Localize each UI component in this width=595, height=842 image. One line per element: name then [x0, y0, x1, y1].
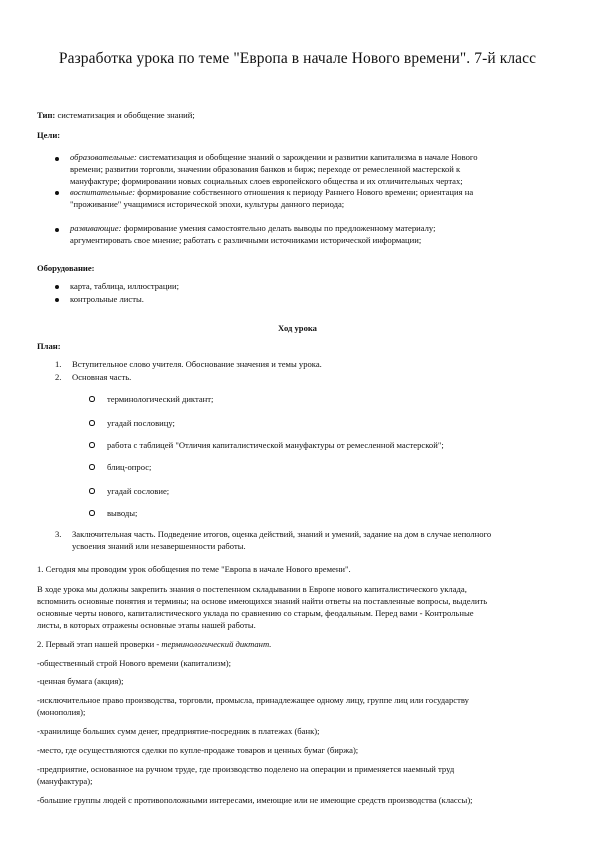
paragraph-line: В ходе урока мы должны закрепить знания о постепенном складывании в Европе нового капиталистического уклада, — [37, 584, 467, 594]
goal-item-educational — [70, 151, 478, 163]
circle-bullet-icon — [89, 464, 95, 470]
plan-subitem: работа с таблицей "Отличия капиталистической мануфактуры от ремесленной мастерской"; — [107, 440, 444, 450]
equipment-heading: Оборудование: — [37, 263, 95, 273]
goal-text: систематизация и обобщение знаний о зарождении и развитии капитализма в начале Нового — [136, 152, 478, 162]
goal-line: времени; развитии торговли, значении образования банков и бирж; переходе от ремесленной мастерской к — [70, 164, 461, 174]
bullet-icon — [55, 228, 59, 232]
plan-subitem: выводы; — [107, 508, 138, 518]
plan-number: 1. — [55, 359, 62, 369]
paragraph-stage-2 — [37, 638, 271, 650]
paragraph-line: листы, в которых отражены основные этапы нашей работы. — [37, 620, 256, 630]
term-line: -предприятие, основанное на ручном труде, где производство поделено на операции и применяется наемный труд — [37, 764, 455, 774]
bullet-icon — [55, 157, 59, 161]
goal-item-upbringing — [70, 186, 473, 198]
plan-number: 2. — [55, 372, 62, 382]
plan-heading: План: — [37, 341, 61, 351]
circle-bullet-icon — [89, 510, 95, 516]
term-line: -место, где осуществляются сделки по купле-продаже товаров и ценных бумаг (биржа); — [37, 745, 359, 755]
goal-item-developmental — [70, 222, 435, 234]
goals-heading: Цели: — [37, 130, 61, 140]
bullet-icon — [55, 191, 59, 195]
goal-label: образовательные: — [70, 152, 137, 162]
plan-item-2: Основная часть. — [72, 372, 132, 382]
plan-subitem: угадай сословие; — [107, 486, 170, 496]
paragraph-line: вспомнить основные понятия и термины; на основе имеющихся знаний найти ответы на поставленные вопросы, выделить — [37, 596, 488, 606]
term-line: -ценная бумага (акция); — [37, 676, 124, 686]
circle-bullet-icon — [89, 488, 95, 494]
term-line: -хранилище больших сумм денег, предприятие-посредник в платежах (банк); — [37, 726, 320, 736]
goal-text: формирование умения самостоятельно делать выводы по предложенному материалу; — [121, 223, 436, 233]
goal-label: воспитательные: — [70, 187, 136, 197]
goal-line: "проживание" учащимися исторической эпохи, культуры данного периода; — [70, 199, 345, 209]
type-label: Тип: — [37, 110, 56, 120]
equipment-item: контрольные листы. — [70, 294, 144, 304]
plan-subitem: блиц-опрос; — [107, 462, 152, 472]
stage-2-italic: терминологический диктант. — [161, 639, 272, 649]
lesson-heading: Ход урока — [278, 323, 317, 333]
stage-2-prefix: 2. Первый этап нашей проверки - — [37, 639, 162, 649]
plan-item-1: Вступительное слово учителя. Обоснование значения и темы урока. — [72, 359, 322, 369]
bullet-icon — [55, 298, 59, 302]
circle-bullet-icon — [89, 442, 95, 448]
bullet-icon — [55, 285, 59, 289]
type-line — [37, 109, 195, 121]
type-text: систематизация и обобщение знаний; — [55, 110, 195, 120]
paragraph-line: основные черты нового, капиталистического уклада по сравнению со старым, феодальным. Перед вами - Контрольные — [37, 608, 474, 618]
goal-text: формирование собственного отношения к периоду Раннего Нового времени; ориентация на — [135, 187, 474, 197]
plan-subitem: терминологический диктант; — [107, 394, 214, 404]
goal-label: развивающие: — [70, 223, 122, 233]
goal-line: мануфактуре; формировании новых социальных слоев европейского общества и их отличительных чертах; — [70, 176, 463, 186]
circle-bullet-icon — [89, 420, 95, 426]
equipment-item: карта, таблица, иллюстрации; — [70, 281, 180, 291]
term-line: -большие группы людей с противоположными интересами, имеющие или не имеющие средств производства (классы); — [37, 795, 473, 805]
plan-number: 3. — [55, 529, 62, 539]
plan-item-3: Заключительная часть. Подведение итогов, оценка действий, знаний и умений, задание на дом в случае неполного — [72, 529, 492, 539]
term-line: (монополия); — [37, 707, 86, 717]
goal-line: аргументировать свое мнение; работать с различными источниками исторической информации; — [70, 235, 422, 245]
circle-bullet-icon — [89, 396, 95, 402]
term-line: (мануфактура); — [37, 776, 93, 786]
document-title: Разработка урока по теме "Европа в начале Нового времени". 7-й класс — [58, 50, 537, 67]
term-line: -исключительное право производства, торговли, промысла, принадлежащее одному лицу, группе лиц или государству — [37, 695, 469, 705]
paragraph-intro: 1. Сегодня мы проводим урок обобщения по теме "Европа в начале Нового времени". — [37, 564, 351, 574]
plan-item-3-cont: усвоения знаний или незавершенности работы. — [72, 541, 246, 551]
term-line: -общественный строй Нового времени (капитализм); — [37, 658, 232, 668]
plan-subitem: угадай пословицу; — [107, 418, 175, 428]
